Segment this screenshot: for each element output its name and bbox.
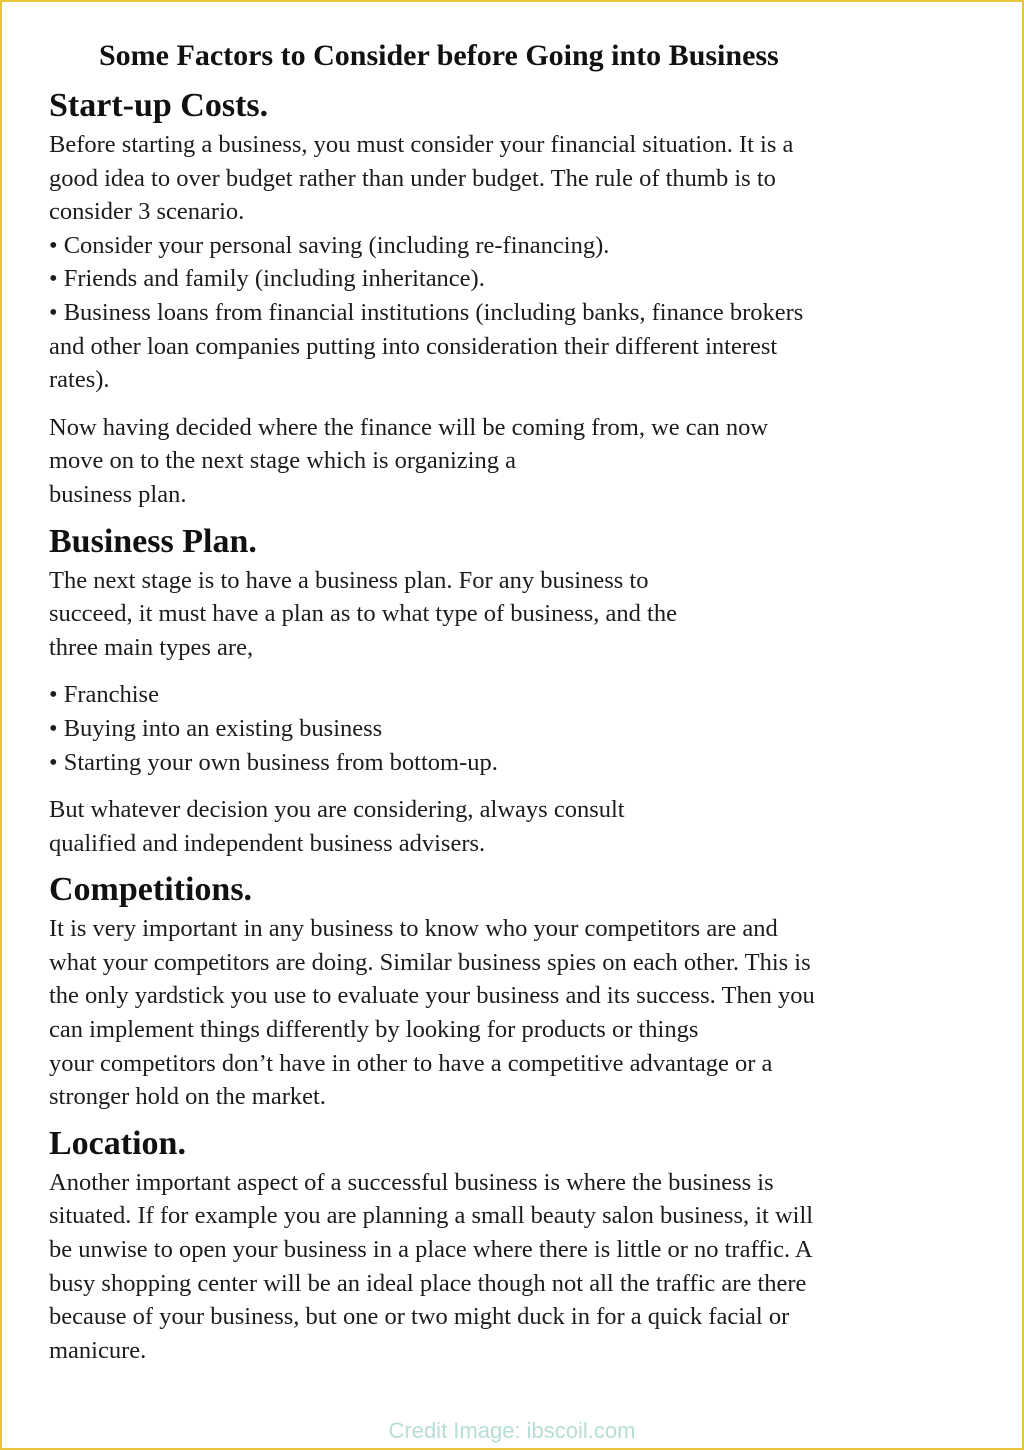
paragraph [49,564,999,665]
text-line: consider 3 scenario. [49,198,245,226]
bullet-item: • Consider your personal saving (including re-financing). [49,231,610,259]
section-heading: Competitions. [49,871,253,909]
text-line: the only yardstick you use to evaluate your business and its success. Then you [49,982,815,1010]
image-credit: Credit Image: ibscoil.com [388,1418,636,1443]
text-line: stronger hold on the market. [49,1083,326,1111]
text-line: move on to the next stage which is organizing a [49,447,516,475]
text-line: But whatever decision you are considering, always consult [49,796,625,824]
text-line: The next stage is to have a business plan. For any business to [49,566,649,594]
text-line: three main types are, [49,633,254,661]
section-startup-costs [49,76,999,512]
section-heading: Start-up Costs. [49,87,269,124]
text-line: situated. If for example you are planning a small beauty salon business, it will [49,1202,814,1230]
text-line: be unwise to open your business in a place where there is little or no traffic. A [49,1236,813,1264]
bullet-list [49,678,999,779]
document-title: Some Factors to Consider before Going into Business [99,39,779,72]
bullet-item: • Starting your own business from bottom-up. [49,748,498,776]
section-competitions [49,860,999,1114]
text-line: and other loan companies putting into consideration their different interest [49,332,778,360]
document-content [49,36,999,1367]
text-line: It is very important in any business to know who your competitors are and [49,915,778,943]
text-line: busy shopping center will be an ideal place though not all the traffic are there [49,1269,807,1297]
paragraph [49,793,999,860]
text-line: what your competitors are doing. Similar business spies on each other. This is [49,948,811,976]
paragraph [49,128,999,397]
text-line: good idea to over budget rather than under budget. The rule of thumb is to [49,164,776,192]
paragraph [49,411,999,512]
section-business-plan [49,512,999,861]
bullet-item: • Friends and family (including inheritance). [49,265,485,293]
text-line: because of your business, but one or two might duck in for a quick facial or [49,1303,790,1331]
bullet-item: • Franchise [49,681,159,709]
text-line: Before starting a business, you must consider your financial situation. It is a [49,131,794,158]
section-location [49,1114,999,1368]
text-line: succeed, it must have a plan as to what type of business, and the [49,600,677,628]
text-line: business plan. [49,480,187,508]
section-heading: Business Plan. [49,522,257,560]
text-line: Now having decided where the finance will be coming from, we can now [49,413,769,441]
paragraph [49,1166,999,1368]
bullet-item: • Buying into an existing business [49,714,383,742]
text-line: manicure. [49,1336,147,1364]
text-line: rates). [49,366,110,394]
text-line: Another important aspect of a successful business is where the business is [49,1168,774,1196]
section-heading: Location. [49,1124,186,1162]
bullet-item: • Business loans from financial institutions (including banks, finance brokers [49,298,804,326]
paragraph [49,912,999,1114]
text-line: can implement things differently by looking for products or things [49,1016,699,1044]
text-line: qualified and independent business advisers. [49,829,486,857]
text-line: your competitors don’t have in other to have a competitive advantage or a [49,1049,773,1077]
